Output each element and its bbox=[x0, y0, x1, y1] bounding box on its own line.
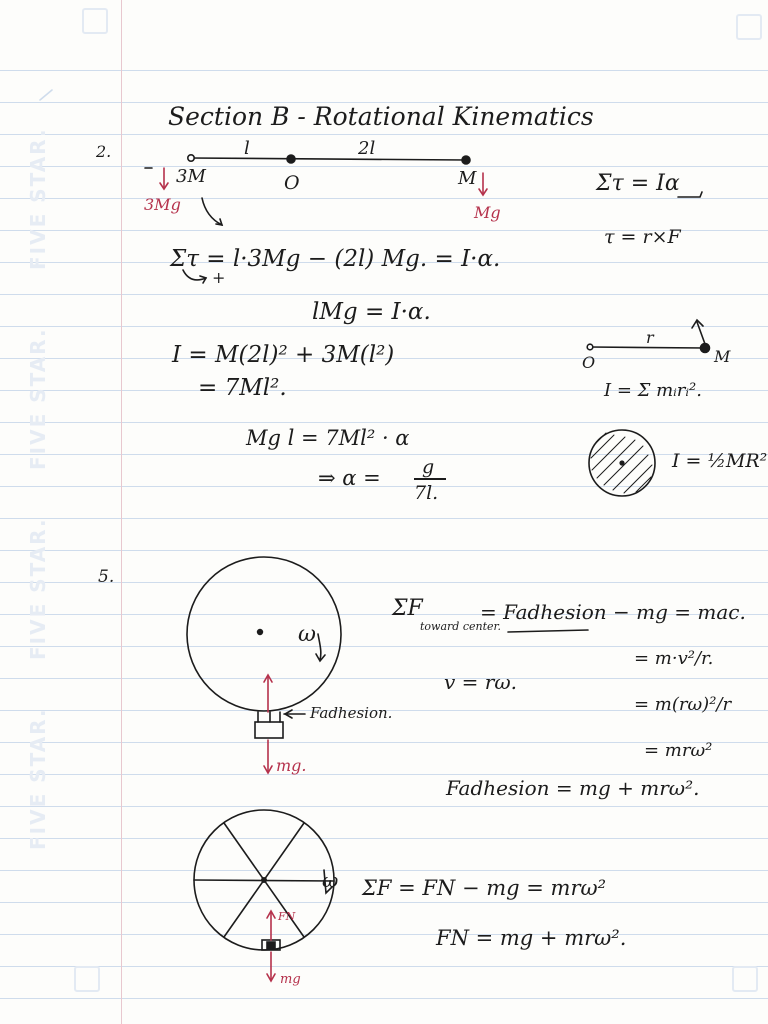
pivot-dot bbox=[287, 155, 295, 163]
block bbox=[255, 722, 283, 738]
watermark: FIVE STAR. bbox=[26, 707, 50, 850]
torque-definition: τ = r×F bbox=[604, 226, 681, 248]
sum-force-sigma: ΣF bbox=[392, 596, 423, 621]
moment-line-2: = 7Ml². bbox=[198, 375, 287, 401]
normal-force-equation-1: ΣF = FN − mg = mrω² bbox=[362, 876, 607, 900]
right-force-label: Mg bbox=[474, 203, 501, 222]
adhesion-force-label: Fadhesion. bbox=[310, 704, 393, 722]
sidebar-mass-label: M bbox=[714, 347, 731, 366]
rod-line bbox=[190, 158, 466, 160]
right-end-dot bbox=[462, 156, 470, 164]
velocity-equation: v = rω. bbox=[444, 670, 517, 694]
torque-law: Στ = Iα bbox=[596, 171, 680, 196]
centripetal-line-4: = mrω² bbox=[644, 740, 713, 761]
normal-force-equation-2: FN = mg + mrω². bbox=[436, 926, 627, 950]
result-denominator: 7l. bbox=[414, 482, 439, 504]
wheel-omega-label: ω bbox=[322, 868, 339, 892]
plus-sign: + bbox=[212, 268, 226, 287]
left-mass-label: 3M bbox=[176, 166, 206, 187]
result-prefix: ⇒ α = bbox=[318, 466, 381, 490]
moment-line-1: I = M(2l)² + 3M(l²) bbox=[172, 342, 395, 368]
combined-equation: Mg l = 7Ml² · α bbox=[246, 426, 410, 450]
right-mass-label: M bbox=[458, 168, 477, 189]
centripetal-line-2: = m·v²/r. bbox=[634, 648, 714, 669]
sum-force-subscript: toward center. bbox=[420, 620, 502, 633]
centripetal-line-3: = m(rω)²/r bbox=[634, 694, 732, 715]
adhesion-result: Fadhesion = mg + mrω². bbox=[446, 776, 700, 800]
pivot-label: O bbox=[284, 172, 300, 194]
sidebar-pivot-label: O bbox=[582, 353, 596, 372]
page-title: Section B - Rotational Kinematics bbox=[168, 102, 594, 131]
wheel-weight-label: mg bbox=[280, 972, 301, 987]
left-force-label: 3Mg bbox=[144, 195, 181, 214]
sum-torque-equation: Στ = l·3Mg − (2l) Mg. = I·α. bbox=[170, 246, 501, 272]
watermark: FIVE STAR. bbox=[26, 327, 50, 470]
result-numerator: g bbox=[422, 456, 435, 478]
normal-force-label: FN bbox=[278, 910, 296, 923]
fraction-bar bbox=[414, 478, 446, 480]
problem-2-number: 2. bbox=[96, 142, 112, 161]
watermark: FIVE STAR. bbox=[26, 127, 50, 270]
left-end-dot bbox=[188, 155, 194, 161]
omega-label: ω bbox=[298, 622, 316, 647]
simplified-equation: lMg = I·α. bbox=[312, 299, 431, 325]
sidebar-radius-label: r bbox=[646, 328, 654, 347]
inertia-sum-formula: I = Σ mᵢrᵢ². bbox=[604, 380, 702, 401]
problem-5-number: 5. bbox=[98, 567, 115, 587]
weight-label: mg. bbox=[276, 756, 307, 775]
rod-length-l: l bbox=[244, 138, 250, 159]
rod-length-2l: 2l bbox=[358, 138, 376, 159]
centripetal-equation: = Fadhesion − mg = mac. bbox=[480, 600, 746, 624]
watermark: FIVE STAR. bbox=[26, 517, 50, 660]
disk-inertia-formula: I = ½MR² bbox=[672, 450, 768, 472]
